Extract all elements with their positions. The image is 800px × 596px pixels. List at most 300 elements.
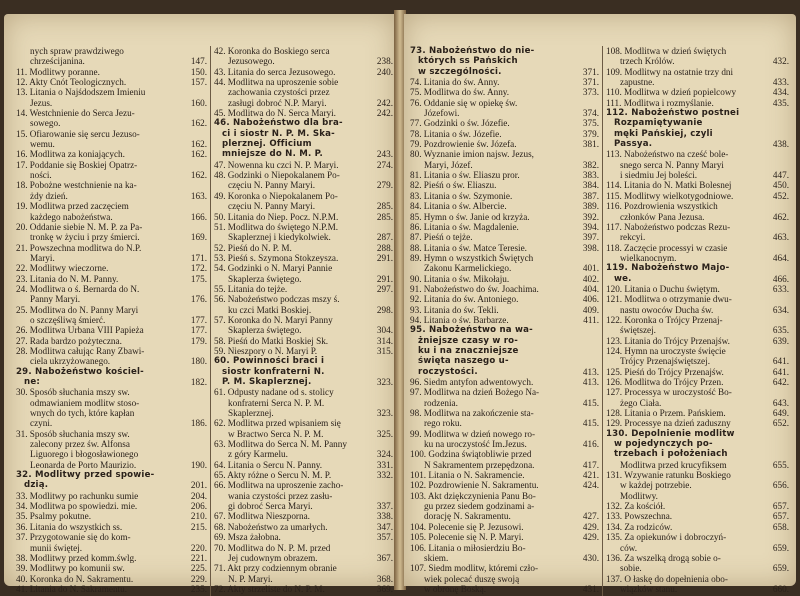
toc-entry (16, 563, 208, 573)
toc-page-number: 416. (582, 439, 599, 450)
toc-page-number: 373. (582, 87, 599, 98)
toc-page-number: 389. (582, 201, 599, 212)
toc-page-number: 238. (376, 56, 393, 67)
toc-page-number: 163. (190, 190, 207, 201)
toc-entry-title: 53. Pieśń s. Szymona Stokzeysza. (214, 252, 339, 263)
toc-entry-title: gu przez siedem godzinami a- (424, 501, 535, 512)
toc-page-number: 417. (582, 459, 599, 470)
toc-entry (410, 408, 600, 418)
toc-page-number: 371. (582, 66, 599, 77)
toc-entry (606, 408, 790, 418)
toc-entry (410, 398, 600, 408)
toc-entry-title: 128. Litania o Przem. Pańskiem. (606, 408, 726, 419)
toc-entry (16, 108, 208, 118)
toc-page-number: 186. (190, 418, 207, 429)
toc-entry (16, 387, 208, 397)
toc-entry-title: 11. Modlitwy poranne. (16, 66, 100, 77)
toc-entry-title: 99. Modlitwa w dzień nowego ro- (410, 428, 536, 439)
toc-entry (214, 336, 394, 346)
toc-entry-title: 64. Litania o Sercu N. Panny. (214, 459, 323, 470)
toc-entry (16, 532, 208, 542)
toc-entry-title: 70. Modlitwa do N. P. M. przed (214, 542, 331, 553)
toc-entry (16, 325, 208, 335)
toc-entry-title: trzech Królów. (620, 56, 675, 67)
toc-entry-title: Jezusowego. (228, 56, 275, 67)
toc-entry (410, 294, 600, 304)
toc-page-number: 297. (376, 283, 393, 294)
toc-page-number: 462. (772, 211, 789, 222)
toc-entry (410, 129, 600, 139)
toc-entry-title: 81. Litania o św. Eliaszu pror. (410, 170, 520, 181)
toc-section-heading (214, 139, 394, 149)
toc-section-heading (16, 377, 208, 387)
toc-entry (214, 201, 394, 211)
toc-section-heading (16, 367, 208, 377)
toc-entry (606, 243, 790, 253)
toc-entry-title: 73. Nabożeństwo do nie- (410, 46, 535, 56)
toc-entry-title: 104. Polecenie się P. Jezusowi. (410, 521, 524, 532)
toc-section-heading (410, 367, 600, 377)
toc-section-heading (214, 129, 394, 139)
toc-page-number: 162. (190, 149, 207, 160)
toc-entry (214, 511, 394, 521)
toc-entry-title: 90. Litania o św. Mikołaju. (410, 273, 510, 284)
toc-entry-title: ci i siostr N. P. M. Ska- (222, 128, 335, 139)
toc-entry (16, 315, 208, 325)
toc-entry-title: plerznej. Officium (222, 139, 312, 150)
toc-entry-title: 41. Litania do N. Sakramentu. (16, 583, 127, 594)
toc-entry-title: 63. Modlitwa do Serca N. M. Panny (214, 439, 347, 450)
toc-entry-title: 86. Litania o św. Magdalenie. (410, 221, 519, 232)
toc-entry-title: N. P. Maryi. (228, 573, 273, 584)
toc-entry-title: 108. Modlitwa w dzień świętych (606, 46, 727, 56)
toc-entry-title: 65. Akty różne o Sercu N. M. P. (214, 470, 332, 481)
toc-entry-title: 103. Akt dziękczynienia Panu Bo- (410, 490, 536, 501)
toc-entry-title: zapustne. (620, 77, 655, 88)
toc-entry (16, 77, 208, 87)
toc-entry-title: 98. Modlitwa na zakończenie sta- (410, 408, 534, 419)
toc-page-number: 427. (582, 511, 599, 522)
toc-entry (16, 87, 208, 97)
toc-page-number: 450. (772, 180, 789, 191)
toc-entry-title: 69. Msza żałobna. (214, 532, 281, 543)
toc-entry (410, 460, 600, 470)
toc-entry (214, 77, 394, 87)
toc-page-number: 384. (582, 180, 599, 191)
toc-entry-title: Jezus. (30, 97, 53, 108)
toc-entry (16, 149, 208, 159)
toc-entry-title: snego serca N. Panny Maryi (620, 159, 724, 170)
toc-entry (214, 160, 394, 170)
toc-entry (214, 398, 394, 408)
toc-entry (410, 108, 600, 118)
toc-entry (214, 449, 394, 459)
toc-entry (16, 356, 208, 366)
toc-entry-title: 20. Oddanie siebie N. M. P. za Pa- (16, 221, 143, 232)
toc-entry-title: 126. Modlitwa do Trójcy Przen. (606, 377, 724, 387)
toc-entry (606, 222, 790, 232)
toc-entry (410, 87, 600, 97)
toc-page-number: 182. (190, 377, 207, 387)
toc-entry-title: 75. Modlitwa do św. Anny. (410, 87, 510, 98)
toc-entry-title: 27. Rada bardzo pożyteczna. (16, 335, 122, 346)
toc-entry (16, 294, 208, 304)
toc-entry-title: 34. Modlitwa po spowiedzi. mie. (16, 501, 138, 512)
toc-entry (606, 56, 790, 66)
toc-entry (16, 449, 208, 459)
toc-entry (410, 212, 600, 222)
toc-page-number: 466. (772, 273, 789, 284)
toc-entry-title: 36. Litania do wszystkich ss. (16, 521, 123, 532)
toc-section-heading (410, 336, 600, 346)
toc-page-number: 279. (376, 180, 393, 191)
toc-entry-title: Trójcy Przenajświętszej. (620, 356, 710, 367)
toc-entry (606, 67, 790, 77)
toc-entry (16, 429, 208, 439)
toc-entry-title: 55. Litania do tejże. (214, 283, 288, 294)
toc-page-number: 447. (772, 170, 789, 181)
toc-entry (606, 87, 790, 97)
toc-entry (606, 201, 790, 211)
toc-entry (606, 563, 790, 573)
toc-entry-title: święta naszego u- (418, 356, 509, 367)
toc-entry-title: Jej cudownym obrazem. (228, 552, 318, 563)
toc-entry-title: 56. Nabożeństwo podczas mszy ś. (214, 294, 340, 305)
toc-page-number: 287. (376, 232, 393, 243)
toc-entry-title: N Sakramentem przepędzona. (424, 459, 535, 470)
toc-entry-title: częciu N. Panny Maryi. (228, 180, 315, 191)
toc-entry-title: 137. O łaskę do dopełnienia obo- (606, 573, 728, 584)
toc-page-number: 179. (190, 335, 207, 346)
toc-entry (606, 232, 790, 242)
toc-entry-title: 79. Pozdrowienie św. Józefa. (410, 139, 517, 150)
toc-page-number: 368. (376, 573, 393, 584)
toc-entry-title: o szczęśliwą śmierć. (30, 314, 106, 325)
toc-entry (410, 170, 600, 180)
toc-entry (16, 284, 208, 294)
toc-entry-title: 18. Pobożne westchnienie na ka- (16, 180, 137, 191)
toc-entry-title: 28. Modlitwa całując Rany Zbawi- (16, 345, 145, 356)
toc-entry-title: 25. Modlitwa do N. Panny Maryi (16, 304, 139, 315)
toc-page-number: 162. (190, 139, 207, 150)
toc-entry (410, 532, 600, 542)
toc-entry-title: 118. Zaczęcie processyi w czasie (606, 242, 728, 253)
toc-entry (606, 325, 790, 335)
toc-entry-title: 133. Powszechna. (606, 511, 673, 522)
toc-section-heading (214, 356, 394, 366)
toc-entry (214, 501, 394, 511)
toc-entry (16, 129, 208, 139)
toc-entry-title: konfraterni Serca N. P. M. (228, 397, 325, 408)
toc-entry-title: ców. (620, 542, 638, 553)
toc-page-number: 398. (582, 242, 599, 253)
toc-entry (16, 408, 208, 418)
toc-section-heading (606, 118, 790, 128)
toc-entry-title: każdego nabożeństwa. (30, 211, 113, 222)
toc-entry-title: czyni. (30, 418, 53, 429)
toc-page-number: 452. (772, 190, 789, 201)
toc-entry-title: Modlitwy. (620, 490, 658, 501)
toc-entry (16, 56, 208, 66)
toc-entry-title: 52. Pieśń do N. P. M. (214, 242, 292, 253)
toc-entry-title: Panny Maryi. (30, 294, 81, 305)
toc-entry-title: ności. (30, 170, 52, 181)
toc-entry-title: 19. Modlitwa przed zaczęciem (16, 201, 129, 212)
toc-entry-title: 40. Koronka do N. Sakramentu. (16, 573, 134, 584)
toc-page-number: 288. (376, 242, 393, 253)
toc-entry (410, 243, 600, 253)
toc-entry (606, 574, 790, 584)
toc-entry-title: 24. Modlitwa o ś. Bernarda do N. (16, 283, 140, 294)
toc-entry-title: 106. Litania o miłosierdziu Bo- (410, 542, 526, 553)
toc-entry-title: ciela ukrzyżowanego. (30, 356, 111, 367)
toc-entry-title: 39. Modlitwy po komunii sw. (16, 563, 125, 574)
toc-entry-title: 101. Litania o N. Sakramencie. (410, 470, 525, 481)
toc-entry-title: i siedmiu Jej boleści. (620, 170, 698, 181)
toc-entry-title: 123. Litania do Trójcy Przenajśw. (606, 335, 730, 346)
toc-entry-title: 131. Wzywanie ratunku Boskiego (606, 470, 731, 481)
toc-entry-title: 29. Nabożeństwo kościel- (16, 366, 144, 377)
left-page (4, 14, 396, 594)
toc-entry-title: 105. Polecenie się N. P. Maryi. (410, 532, 524, 543)
toc-page-number: 657. (772, 501, 789, 512)
toc-page-number: 206. (190, 501, 207, 512)
toc-entry-title: w obronę Boską. (424, 583, 487, 594)
toc-entry-title: 17. Poddanie się Boskiej Opatrz- (16, 159, 138, 170)
toc-entry (410, 563, 600, 573)
toc-entry (410, 98, 600, 108)
toc-entry-title: 14. Westchnienie do Serca Jezu- (16, 108, 135, 119)
toc-entry-title: 100. Godzina świątobliwie przed (410, 449, 532, 460)
toc-page-number: 315. (376, 345, 393, 356)
toc-entry-title: 82. Pieśń o św. Eliaszu. (410, 180, 497, 191)
toc-entry (410, 222, 600, 232)
toc-page-number: 431. (582, 583, 599, 594)
toc-entry-title: 112. Nabożeństwo postnei (606, 108, 740, 119)
toc-entry (606, 553, 790, 563)
toc-entry-title: 93. Litania do św. Tekli. (410, 304, 499, 315)
toc-entry-title: Skaplerznej. (228, 408, 274, 419)
toc-entry-title: wnych do tych, które kapłan (30, 408, 135, 419)
toc-page-number: 655. (772, 459, 789, 470)
toc-entry (16, 522, 208, 532)
toc-section-heading (606, 274, 790, 284)
toc-entry-title: Maryi, Józef. (424, 159, 473, 170)
toc-entry (606, 46, 790, 56)
toc-entry (214, 170, 394, 180)
toc-page-number: 210. (190, 511, 207, 522)
toc-entry (214, 212, 394, 222)
toc-entry-title: ku na uroczystość Im.Jezus. (424, 439, 527, 450)
toc-entry (214, 253, 394, 263)
toc-entry (214, 480, 394, 490)
toc-entry (16, 170, 208, 180)
toc-page-number: 221. (190, 552, 207, 563)
toc-column (410, 46, 600, 596)
toc-entry-title: tronkę w życiu i przy śmierci. (30, 232, 140, 243)
toc-entry (410, 543, 600, 553)
toc-entry-title: 127. Processya w uroczystość Bo- (606, 387, 732, 398)
toc-page-number: 291. (376, 273, 393, 284)
toc-page-number: 635. (772, 325, 789, 336)
toc-entry-title: 62. Modlitwa przed wpisaniem się (214, 418, 341, 429)
toc-entry-title: 120. Litania o Duchu świętym. (606, 283, 720, 294)
toc-entry (410, 449, 600, 459)
toc-page-number: 147. (190, 56, 207, 67)
toc-entry-title: 135. Za opiekunów i dobroczyń- (606, 532, 727, 543)
toc-entry-title: Leonarda de Porto Maurizio. (30, 459, 137, 470)
toc-entry-title: 124. Hymn na uroczyste święcie (606, 345, 726, 356)
toc-entry (214, 543, 394, 553)
toc-page-number: 304. (376, 325, 393, 336)
toc-page-number: 220. (190, 542, 207, 553)
toc-page-number: 659. (772, 542, 789, 553)
toc-entry (214, 491, 394, 501)
toc-entry-title: 32. Modlitwy przed spowie- (16, 470, 155, 481)
toc-page-number: 433. (772, 77, 789, 88)
toc-entry-title: 66. Modlitwa na uproszenie zacho- (214, 480, 344, 491)
toc-page-number: 438. (772, 139, 789, 150)
toc-entry-title: których ss Pańskich (418, 56, 518, 67)
toc-entry-title: 43. Litania do serca Jezusowego. (214, 66, 336, 77)
toc-entry (410, 274, 600, 284)
toc-entry-title: ku i na znaczniejsze (418, 345, 519, 356)
toc-section-heading (214, 377, 394, 387)
toc-entry (16, 212, 208, 222)
toc-page-number: 337. (376, 501, 393, 512)
toc-entry-title: zachowania czystości przez (228, 87, 330, 98)
toc-entry-title: w Bractwo Serca N. P. M. (228, 428, 324, 439)
toc-entry (606, 501, 790, 511)
toc-entry-title: 87. Pieśń o tejże. (410, 232, 473, 243)
toc-entry-title: wemu. (30, 139, 55, 150)
toc-entry-title: rekcyi. (620, 232, 646, 243)
toc-entry-title: roczystości. (418, 366, 478, 377)
toc-page-number: 243. (376, 149, 393, 160)
toc-entry-title: 119. Nabożeństwo Majo- (606, 263, 730, 274)
toc-entry-title: wielkanocnym. (620, 252, 677, 263)
toc-entry-title: 107. Siedm modlitw, któremi czło- (410, 563, 539, 574)
toc-entry (214, 67, 394, 77)
toc-entry (606, 418, 790, 428)
toc-section-heading (606, 129, 790, 139)
toc-page-number: 387. (582, 190, 599, 201)
toc-page-number: 242. (376, 97, 393, 108)
toc-entry-title: sowego. (30, 118, 61, 129)
toc-entry-title: 37. Przygotowanie się do kom- (16, 532, 131, 543)
toc-entry-title: 94. Litania o św. Barbarze. (410, 314, 509, 325)
toc-entry (16, 305, 208, 315)
toc-entry-title: żniejsze czasy w ro- (418, 335, 519, 346)
toc-page-number: 639. (772, 335, 789, 346)
toc-entry (16, 139, 208, 149)
toc-page-number: 325. (376, 428, 393, 439)
toc-entry (410, 574, 600, 584)
toc-entry (16, 439, 208, 449)
toc-section-heading (410, 346, 600, 356)
toc-page-number: 298. (376, 304, 393, 315)
toc-entry-title: 49. Koronka o Niepokalanem Po- (214, 190, 338, 201)
toc-entry (214, 408, 394, 418)
toc-entry-title: 68. Nabożeństwo za umarłych. (214, 521, 328, 532)
toc-entry (214, 522, 394, 532)
toc-entry-title: 110. Modlitwa w dzień popielcowy (606, 87, 737, 98)
toc-entry (214, 180, 394, 190)
toc-entry-title: 116. Pozdrowienia wszystkich (606, 201, 718, 212)
toc-entry (16, 336, 208, 346)
toc-page-number: 642. (772, 377, 789, 387)
toc-page-number: 415. (582, 397, 599, 408)
toc-entry (606, 387, 790, 397)
toc-entry (214, 346, 394, 356)
toc-entry-title: odmawianiem modlitw stoso- (30, 397, 140, 408)
toc-page-number: 169. (190, 232, 207, 243)
toc-entry (16, 160, 208, 170)
toc-entry-title: 48. Godzinki o Niepokalanem Po- (214, 170, 340, 181)
toc-entry (214, 191, 394, 201)
toc-page-number: 641. (772, 366, 789, 377)
toc-section-heading (606, 108, 790, 118)
toc-entry-title: 57. Koronka do N. Maryi Panny (214, 314, 333, 325)
toc-entry (16, 191, 208, 201)
toc-entry (16, 253, 208, 263)
toc-entry (606, 212, 790, 222)
toc-page-number: 652. (772, 418, 789, 429)
toc-page-number: 371. (582, 77, 599, 88)
toc-page-number: 430. (582, 552, 599, 563)
toc-entry-title: 109. Modlitwy na ostatnie trzy dni (606, 66, 734, 77)
toc-section-heading (410, 325, 600, 335)
toc-entry-title: Modlitwa przed krucyfiksem (620, 459, 727, 470)
toc-entry-title: zalecony przez św. Alfonsa (30, 439, 130, 450)
toc-entry (214, 46, 394, 56)
toc-entry-title: zasługi dobroć N.P. Maryi. (228, 97, 327, 108)
toc-entry (410, 439, 600, 449)
toc-page-number: 347. (376, 521, 393, 532)
toc-page-number: 242. (376, 108, 393, 119)
toc-entry (16, 67, 208, 77)
toc-page-number: 401. (582, 263, 599, 274)
toc-entry-title: rego roku. (424, 418, 462, 429)
toc-entry (606, 480, 790, 490)
toc-entry-title: 76. Oddanie się w opiekę św. (410, 97, 518, 108)
toc-page-number: 201. (190, 480, 207, 491)
toc-entry-title: 22. Modlitwy wieczorne. (16, 263, 109, 274)
toc-entry-title: męki Pańskiej, czyli (614, 128, 713, 139)
toc-page-number: 435. (772, 97, 789, 108)
toc-entry (16, 418, 208, 428)
toc-entry (606, 315, 790, 325)
toc-entry (606, 160, 790, 170)
toc-entry-title: 80. Wyznanie imion najsw. Jezus, (410, 149, 534, 160)
toc-entry (606, 522, 790, 532)
toc-entry (16, 501, 208, 511)
toc-page-number: 658. (772, 521, 789, 532)
toc-entry-title: P. M. Skaplerznej. (222, 377, 312, 387)
toc-entry (410, 501, 600, 511)
toc-entry-title: częciu N. Panny Maryi. (228, 201, 315, 212)
toc-entry (606, 356, 790, 366)
toc-page-number: 383. (582, 170, 599, 181)
toc-page-number: 421. (582, 470, 599, 481)
toc-entry (16, 274, 208, 284)
toc-entry (214, 108, 394, 118)
toc-entry-title: Skaplerza świętego. (228, 325, 302, 336)
toc-entry (214, 243, 394, 253)
toc-entry (410, 305, 600, 315)
toc-entry (16, 243, 208, 253)
toc-entry-title: siostr konfraterni N. (222, 366, 325, 377)
